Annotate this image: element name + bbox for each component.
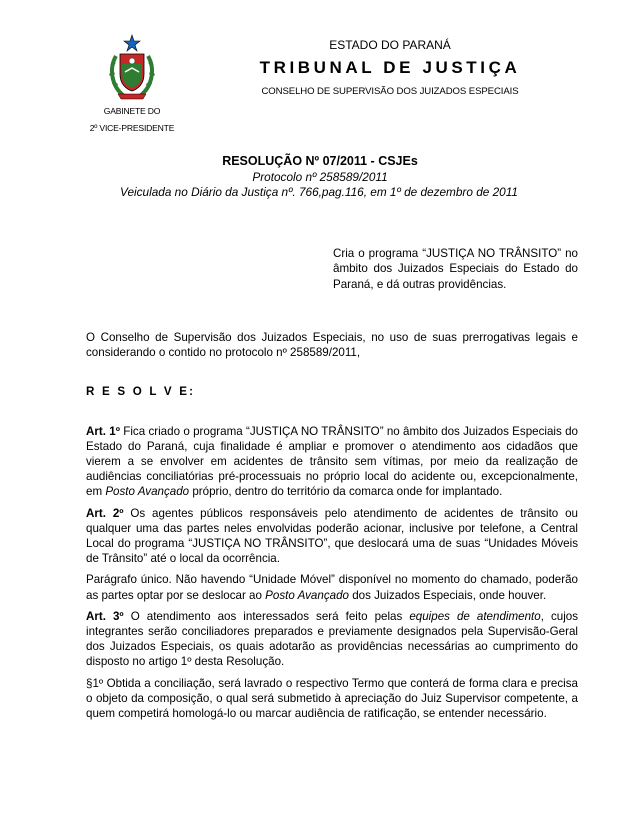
sole-paragraph-text-a: Parágrafo único. Não havendo “Unidade Móvel” disponível no momento do chamado, poderão as partes optar por se deslocar ao	[86, 573, 578, 602]
article-2	[86, 506, 578, 567]
resolution-publication: Veiculada no Diário da Justiça nº. 766,pag.116, em 1º de dezembro de 2011	[120, 185, 518, 199]
article-3	[86, 609, 578, 670]
resolution-body	[86, 330, 578, 727]
article-1	[86, 424, 578, 500]
article-1-text-b: próprio, dentro do território da comarca onde for implantado.	[189, 485, 503, 499]
article-3-text-a: O atendimento aos interessados será feito pelas	[123, 609, 410, 623]
cabinet-line-1: GABINETE DO	[103, 106, 161, 116]
intro-paragraph: O Conselho de Supervisão dos Juizados Especiais, no uso de suas prerrogativas legais e considerando o contido no protocolo nº 258589/2011,	[86, 331, 578, 360]
article-1-emphasis: Posto Avançado	[105, 485, 190, 499]
resolution-protocol: Protocolo nº 258589/2011	[252, 170, 388, 184]
article-1-label: Art. 1º	[86, 424, 120, 438]
article-1-text-a: Fica criado o programa “JUSTIÇA NO TRÂNSITO” no âmbito dos Juizados Especiais do Estado do Paraná, cuja finalidade é ampliar e promover o atendimento aos cidadãos que vierem a se envolver em acidentes de trânsito sem vítimas, por meio da realização de audiências conciliatórias pré-processuais no próprio local do acidente ou, excepcionalmente, em	[86, 424, 578, 499]
article-2-text: Os agentes públicos responsáveis pelo atendimento de acidentes de trânsito ou qualquer uma das partes neles envolvidas poderão acionar, inclusive por telefone, a Central Local do programa “JUSTIÇA NO TRÂNSITO”, que deslocará uma de suas “Unidades Móveis de Trânsito” até o local da ocorrência.	[86, 506, 578, 566]
cabinet-label	[82, 103, 182, 137]
coat-of-arms-icon	[108, 34, 156, 102]
paragraph-1: §1º Obtida a conciliação, será lavrado o respectivo Termo que conterá de forma clara e precisa o objeto da composição, o qual será submetido à apreciação do Juiz Supervisor competente, a quem competirá homologá-lo ou marcar audiência de ratificação, se entender necessário.	[86, 676, 578, 721]
ementa-summary: Cria o programa “JUSTIÇA NO TRÂNSITO” no âmbito dos Juizados Especiais do Estado do Paraná, e dá outras providências.	[333, 247, 578, 291]
article-3-text-b: , cujos integrantes serão conciliadores preparados e previamente designados pela Supervisão-Geral dos Juizados Especiais, os quais adotarão as providências necessárias ao cumprimento do disposto no artigo 1º desta Resolução.	[86, 609, 579, 669]
council-name: CONSELHO DE SUPERVISÃO DOS JUIZADOS ESPECIAIS	[261, 86, 519, 97]
state-name: ESTADO DO PARANÁ	[329, 38, 451, 52]
article-2-label: Art. 2º	[86, 506, 124, 520]
sole-paragraph-text-b: dos Juizados Especiais, onde houver.	[348, 588, 547, 602]
article-3-emphasis: equipes de atendimento	[409, 609, 541, 623]
sole-paragraph	[86, 572, 578, 602]
cabinet-line-2: 2º VICE-PRESIDENTE	[89, 123, 175, 133]
sole-paragraph-emphasis: Posto Avançado	[265, 588, 349, 602]
article-3-label: Art. 3º	[86, 609, 124, 623]
court-name: TRIBUNAL DE JUSTIÇA	[259, 58, 521, 77]
resolution-title: RESOLUÇÃO Nº 07/2011 - CSJEs	[222, 154, 418, 168]
resolve-heading: R E S O L V E:	[86, 385, 196, 399]
